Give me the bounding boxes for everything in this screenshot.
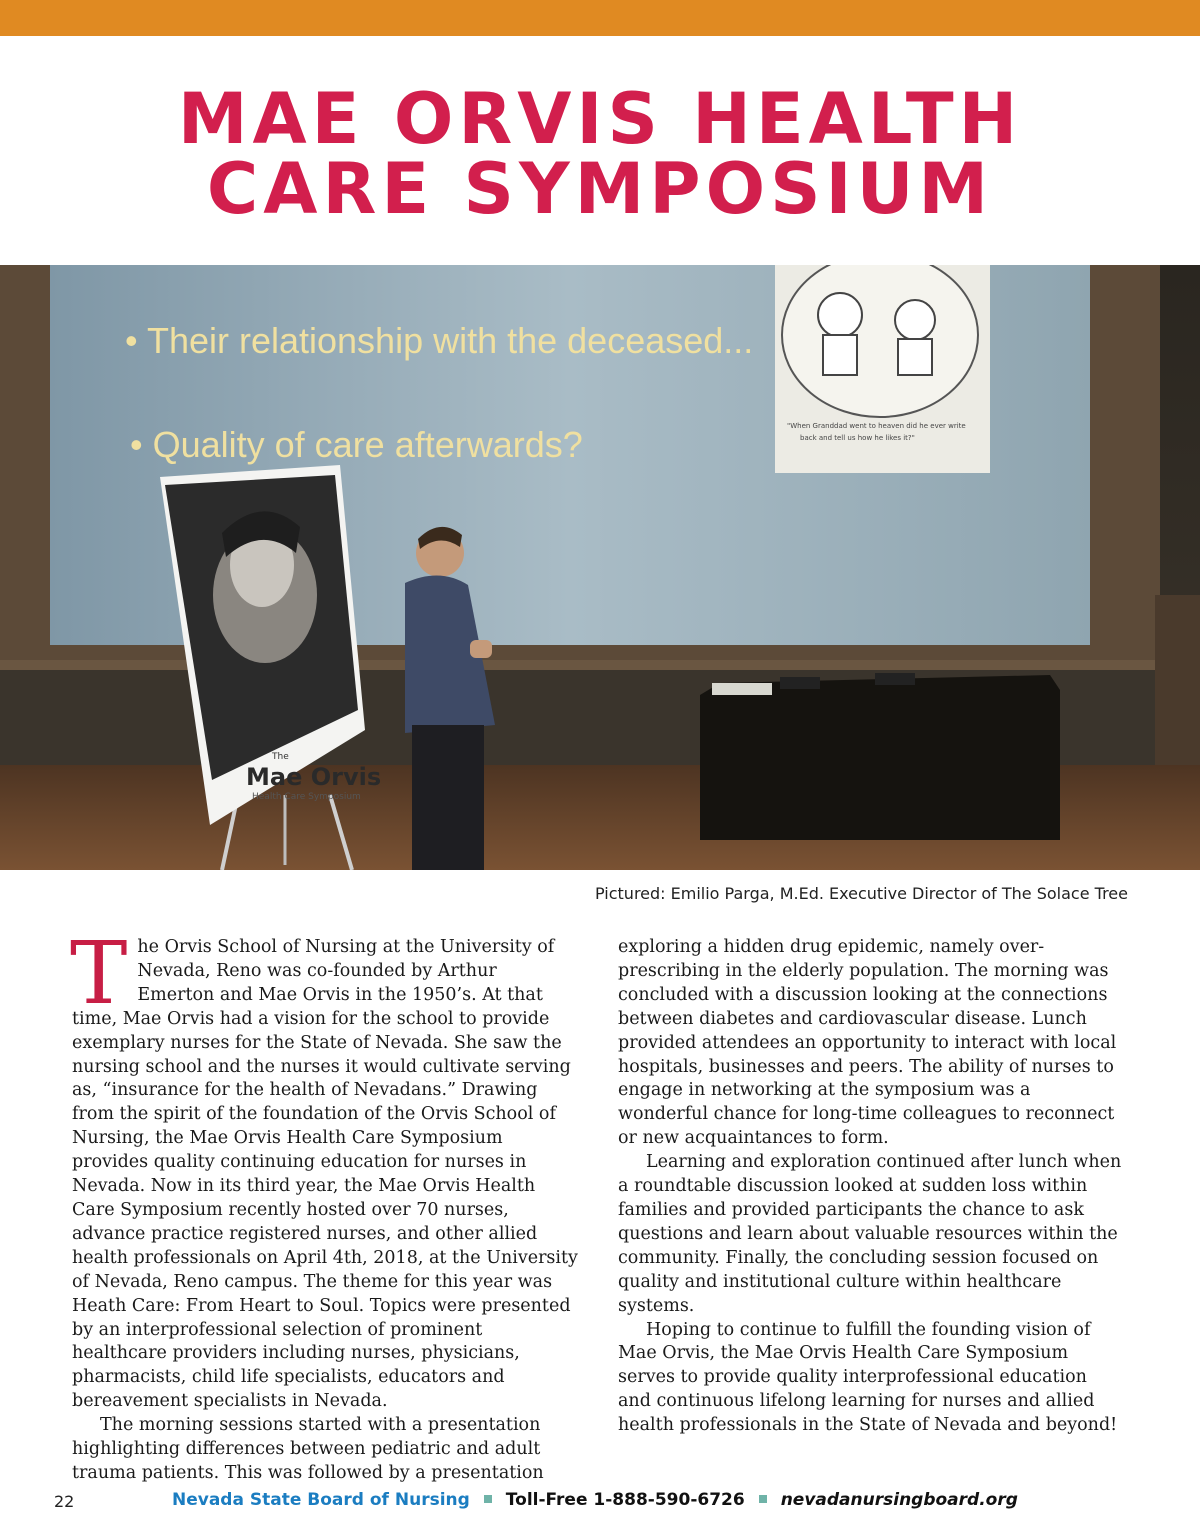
slide-bullet-2: • Quality of care afterwards? <box>130 424 583 465</box>
panel-table <box>700 675 1060 840</box>
page-title-line1: MAE ORVIS HEALTH <box>177 78 1023 160</box>
page-title-line2: CARE SYMPOSIUM <box>206 148 994 230</box>
paragraph-3: exploring a hidden drug epidemic, namely over-prescribing in the elderly population. The morning was concluded with a discussion looking at the connections between diabetes and cardiovascular disease. Lunch provided attendees an opportunity to interact with local hospitals, businesses and peers. The ability of nurses to engage in networking at the symposium was a wonderful chance for long-time colleagues to reconnect or new acquaintances to form. <box>618 937 1117 1149</box>
drop-cap: T <box>70 924 128 1024</box>
paragraph-intro <box>70 924 578 1414</box>
event-photo <box>0 265 1200 870</box>
photo-caption: Pictured: Emilio Parga, M.Ed. Executive Director of The Solace Tree <box>594 884 1128 903</box>
article-column-left <box>70 924 578 1486</box>
slide-bullet-1: • Their relationship with the deceased... <box>125 320 754 361</box>
paragraph-2: The morning sessions started with a presentation highlighting differences between pediatric and adult trauma patients. This was followed by a presentation <box>72 1415 544 1483</box>
poster-subtitle: Health Care Symposium <box>252 792 361 802</box>
cartoon-caption-2: back and tell us how he likes it?" <box>800 434 915 442</box>
footer-website-link[interactable]: nevadanursingboard.org <box>780 1490 1018 1510</box>
footer-separator-2 <box>759 1495 767 1503</box>
footer-org: Nevada State Board of Nursing <box>172 1490 470 1510</box>
article-column-right <box>618 936 1124 1438</box>
poster-the: The <box>272 752 289 762</box>
cartoon-caption-1: "When Granddad went to heaven did he ever write <box>787 422 966 430</box>
paragraph-5: Hoping to continue to fulfill the founding vision of Mae Orvis, the Mae Orvis Health Care Symposium serves to provide quality interprofessional education and continuous lifelong learning for nurses and allied health professionals in the State of Nevada and beyond! <box>618 1319 1118 1436</box>
page-title <box>0 78 1200 230</box>
top-accent-bar <box>0 0 1200 36</box>
paragraph-1-text: he Orvis School of Nursing at the University of Nevada, Reno was co-founded by Arthur Emerton and Mae Orvis in the 1950’s. At that time, Mae Orvis had a vision for the school to provide exemplary nurses for the State of Nevada. She saw the nursing school and the nurses it would cultivate serving as, “insurance for the health of Nevadans.” Drawing from the spirit of the foundation of the Orvis School of Nursing, the Mae Orvis Health Care Symposium provides quality continuing education for nurses in Nevada. Now in its third year, the Mae Orvis Health Care Symposium recently hosted over 70 nurses, advance practice registered nurses, and other allied health professionals on April 4th, 2018, at the University of Nevada, Reno campus. The theme for this year was Heath Care: From Heart to Soul. Topics were presented by an interprofessional selection of prominent healthcare providers including nurses, physicians, pharmacists, child life specialists, educators and bereavement specialists in Nevada. <box>72 937 578 1412</box>
footer-separator-1 <box>484 1495 492 1503</box>
footer-phone: Toll-Free 1-888-590-6726 <box>505 1490 745 1510</box>
page-footer <box>0 1488 1200 1518</box>
page-number: 22 <box>54 1492 75 1511</box>
paragraph-4: Learning and exploration continued after lunch when a roundtable discussion looked at sudden loss within families and provided participants the chance to ask questions and learn about valuable resources within the community. Finally, the concluding session focused on quality and institutional culture within healthcare systems. <box>618 1152 1122 1316</box>
poster-title: Mae Orvis <box>246 763 382 791</box>
